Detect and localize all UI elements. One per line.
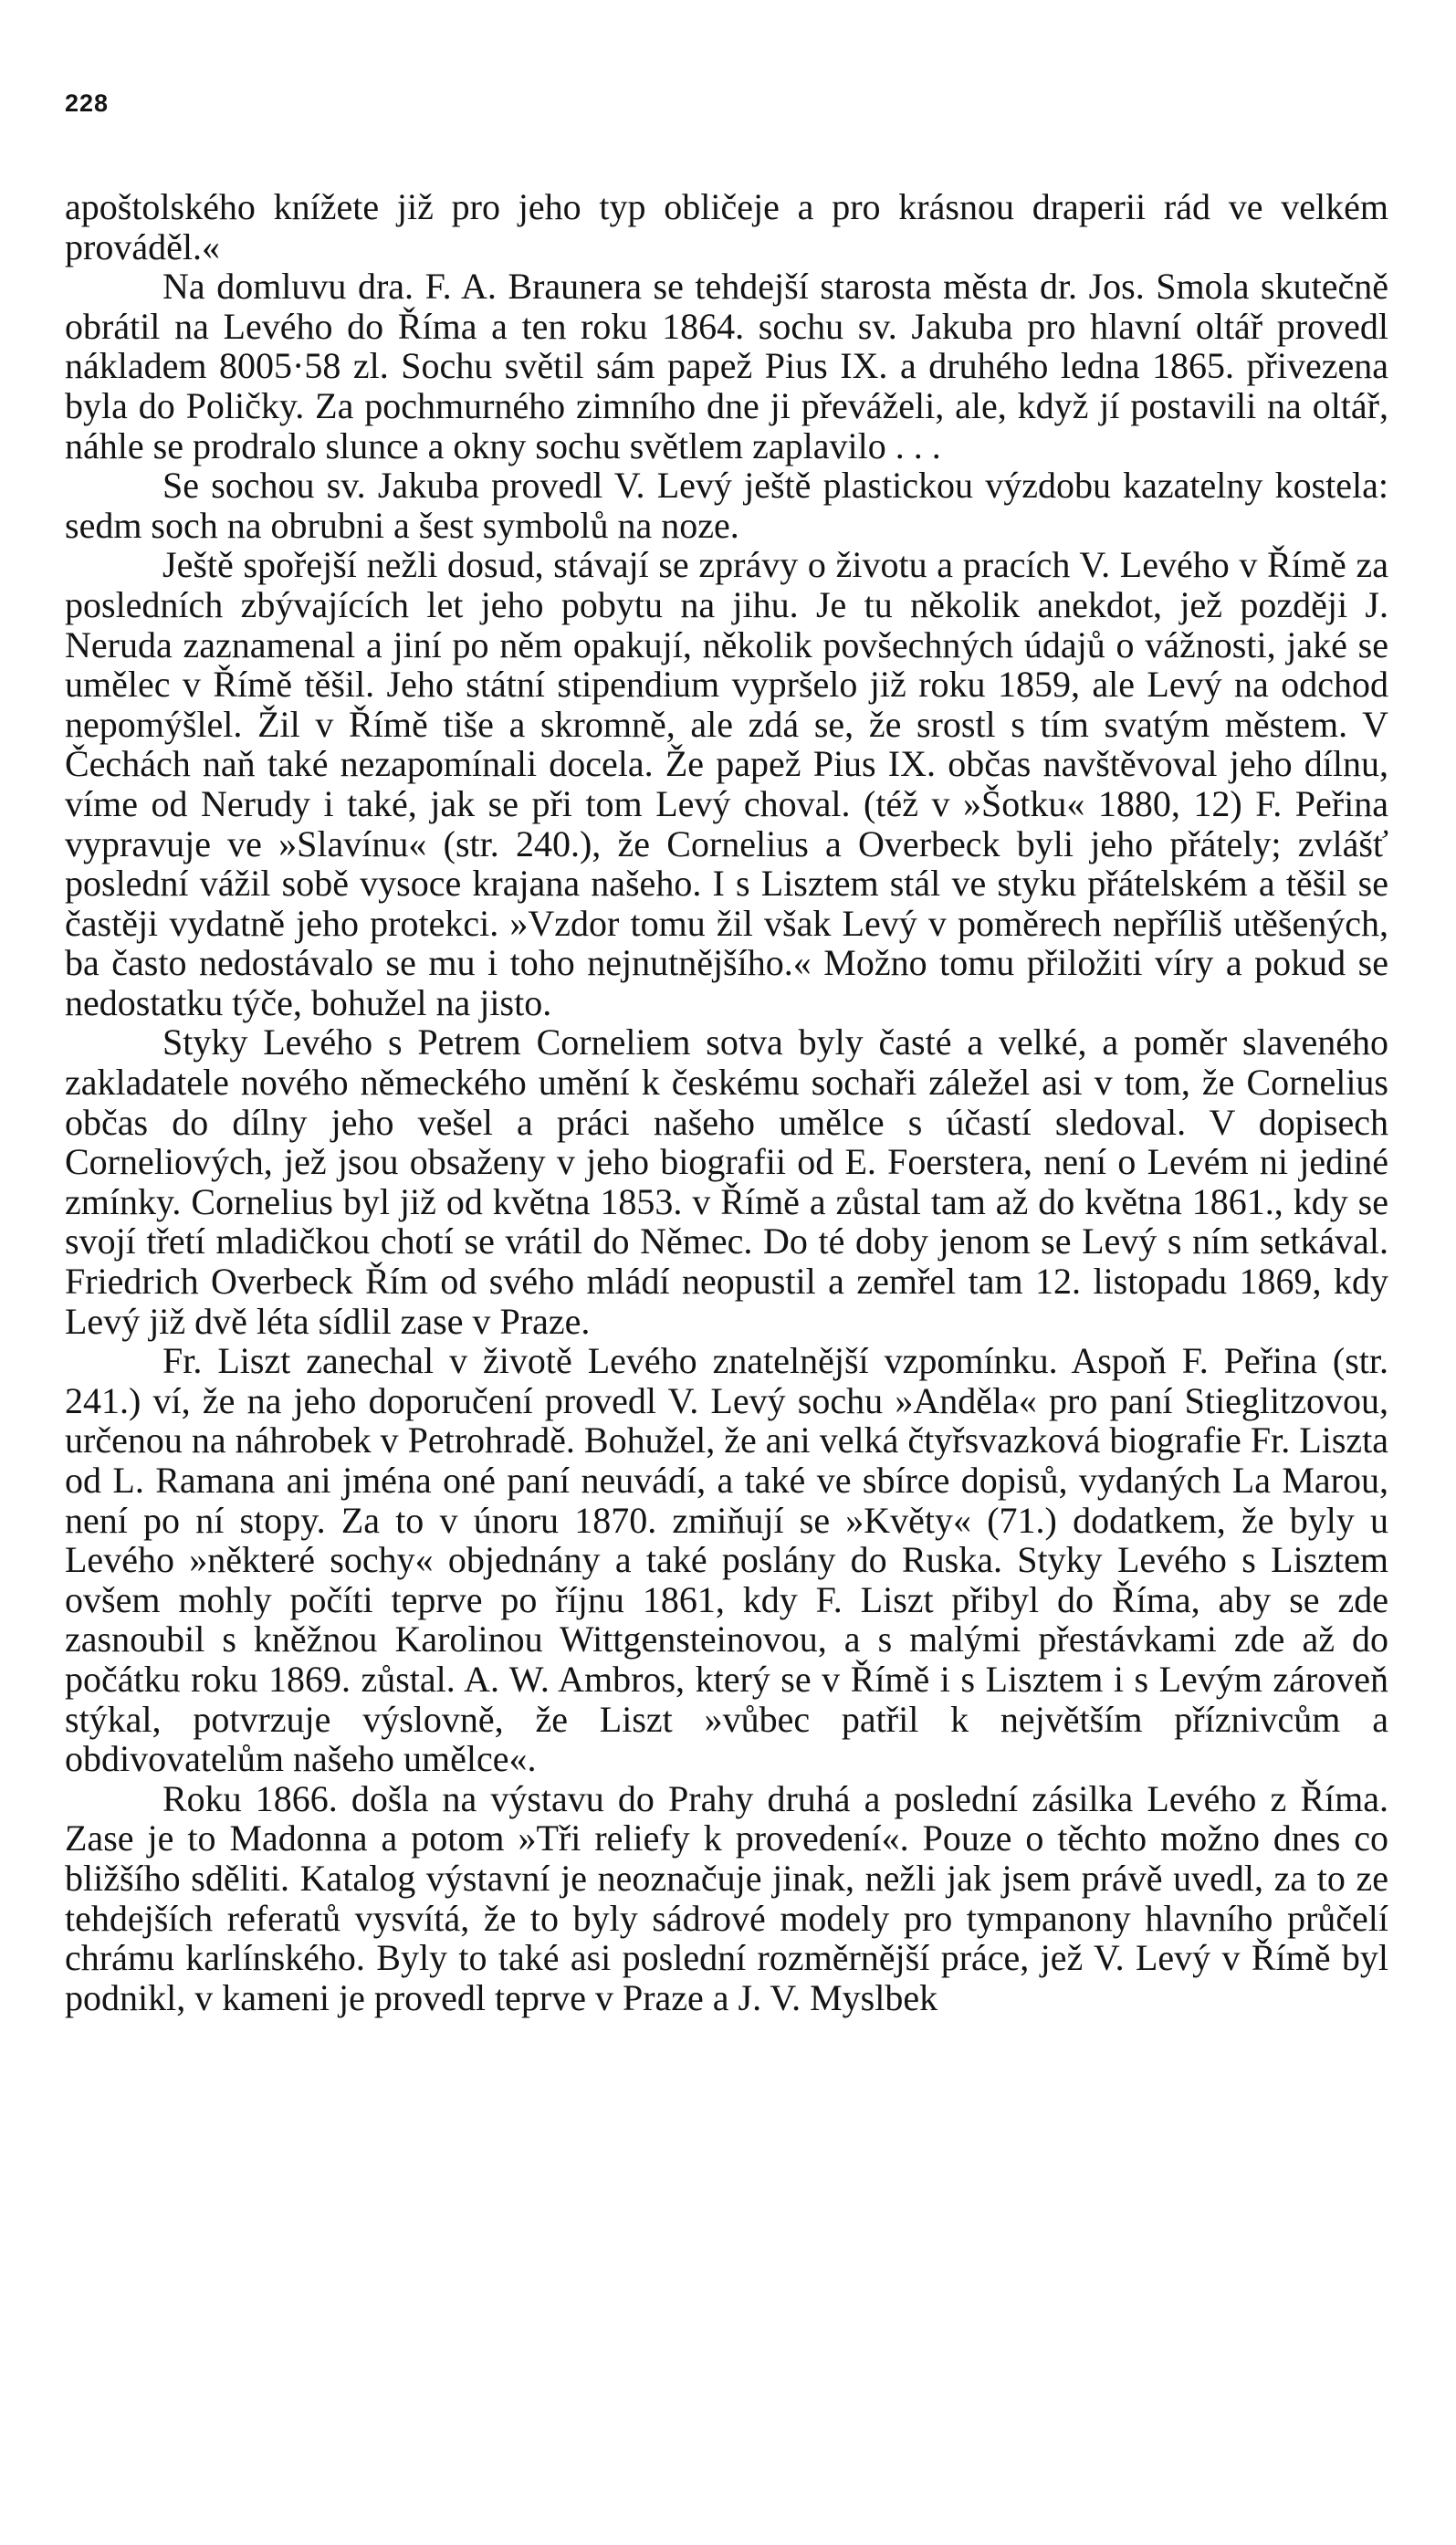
- paragraph: Se sochou sv. Jakuba provedl V. Levý ještě plastickou výzdobu kazatelny kostela: sedm soch na obrubni a šest symbolů na noze.: [65, 465, 1388, 546]
- page-number: 228: [65, 89, 110, 117]
- paragraph: Styky Levého s Petrem Corneliem sotva byly časté a velké, a poměr slaveného zakladatele nového německého umění k českému sochaři záležel asi v tom, že Cornelius občas do dílny jeho vešel a práci našeho umělce s účastí sledoval. V dopisech Corneliových, jež jsou obsaženy v jeho biografii od E. Foerstera, není o Levém ni jediné zmínky. Cornelius byl již od května 1853. v Římě a zůstal tam až do května 1861., kdy se svojí třetí mladičkou chotí se vrátil do Němec. Do té doby jenom se Levý s ním setkával. Friedrich Overbeck Řím od svého mládí neopustil a zemřel tam 12. listopadu 1869, kdy Levý již dvě léta sídlil zase v Praze.: [65, 1021, 1388, 1342]
- body-text: [65, 187, 1388, 2017]
- paragraph-continued: apoštolského knížete již pro jeho typ obličeje a pro krásnou draperii rád ve velkém prováděl.«: [65, 186, 1388, 267]
- paragraph: Roku 1866. došla na výstavu do Prahy druhá a poslední zásilka Levého z Říma. Zase je to Madonna a potom »Tři reliefy k provedení«. Pouze o těchto možno dnes co bližšího sděliti. Katalog výstavní je neoznačuje jinak, nežli jak jsem právě uvedl, za to ze tehdejších referatů vysvítá, že to byly sádrové modely pro tympanony hlavního průčelí chrámu karlínského. Byly to také asi poslední rozměrnější práce, jež V. Levý v Římě byl podnikl, v kameni je provedl teprve v Praze a J. V. Myslbek: [65, 1777, 1388, 2018]
- paragraph: Ještě spořejší nežli dosud, stávají se zprávy o životu a pracích V. Levého v Římě za posledních zbývajících let jeho pobytu na jihu. Je tu několik anekdot, jež později J. Neruda zaznamenal a jiní po něm opakují, několik povšechných údajů o vážnosti, jaké se umělec v Římě těšil. Jeho státní stipendium vypršelo již roku 1859, ale Levý na odchod nepomýšlel. Žil v Římě tiše a skromně, ale zdá se, že srostl s tím svatým městem. V Čechách naň také nezapomínali docela. Že papež Pius IX. občas navštěvoval jeho dílnu, víme od Nerudy i také, jak se při tom Levý choval. (též v »Šotku« 1880, 12) F. Peřina vypravuje ve »Slavínu« (str. 240.), že Cornelius a Overbeck byli jeho přátely; zvlášť poslední vážil sobě vysoce krajana našeho. I s Lisztem stál ve styku přátelském a těšil se častěji vydatně jeho protekci. »Vzdor tomu žil však Levý v poměrech nepříliš utěšených, ba často nedostávalo se mu i toho nejnutnějšího.« Možno tomu přiložiti víry a pokud se nedostatku týče, bohužel na jisto.: [65, 544, 1388, 1023]
- paragraph: Na domluvu dra. F. A. Braunera se tehdejší starosta města dr. Jos. Smola skutečně obrátil na Levého do Říma a ten roku 1864. sochu sv. Jakuba pro hlavní oltář provedl nákladem 8005·58 zl. Sochu světil sám papež Pius IX. a druhého ledna 1865. přivezena byla do Poličky. Za pochmurného zimního dne ji převáželi, ale, když jí postavili na oltář, náhle se prodralo slunce a okny sochu světlem zaplavilo . . .: [65, 266, 1388, 466]
- paragraph: Fr. Liszt zanechal v životě Levého znatelnější vzpomínku. Aspoň F. Peřina (str. 241.) ví, že na jeho doporučení provedl V. Levý sochu »Anděla« pro paní Stieglitzovou, určenou na náhrobek v Petrohradě. Bohužel, že ani velká čtyřsvazková biografie Fr. Liszta od L. Ramana ani jména oné paní neuvádí, a také ve sbírce dopisů, vydaných La Marou, není po ní stopy. Za to v únoru 1870. zmiňují se »Květy« (71.) dodatkem, že byly u Levého »některé sochy« objednány a také poslány do Ruska. Styky Levého s Lisztem ovšem mohly počíti teprve po říjnu 1861, kdy F. Liszt přibyl do Říma, aby se zde zasnoubil s kněžnou Karolinou Wittgensteinovou, a s malými přestávkami zde až do počátku roku 1869. zůstal. A. W. Ambros, který se v Římě i s Lisztem i s Levým zároveň stýkal, potvrzuje výslovně, že Liszt »vůbec patřil k největším příznivcům a obdivovatelům našeho umělce«.: [65, 1340, 1388, 1780]
